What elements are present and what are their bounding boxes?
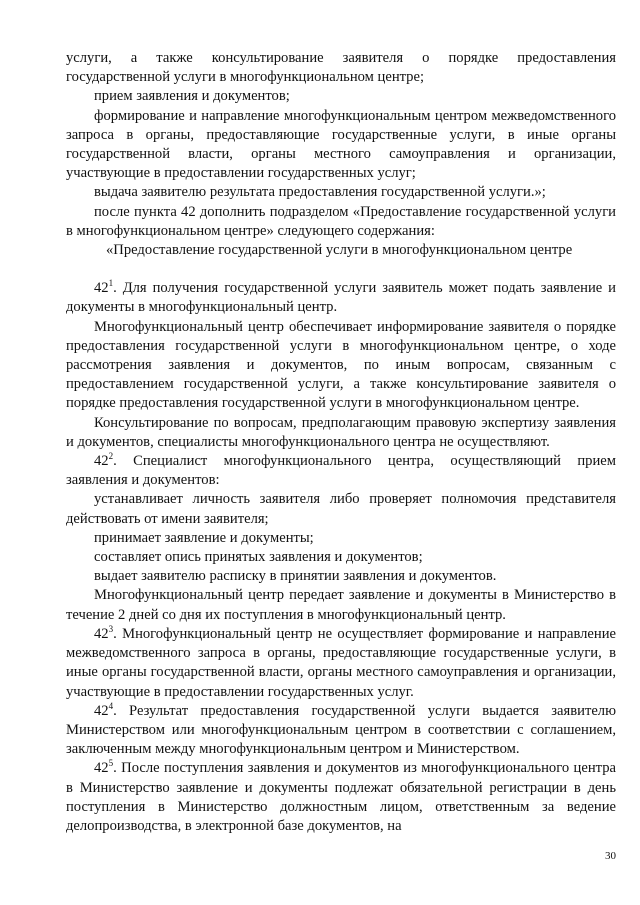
clause-42-2 [66,452,616,490]
paragraph: выдает заявителю расписку в принятии заявления и документов. [94,568,497,585]
clause-text: . Результат предоставления государственной услуги выдается заявителю Министерством или многофункциональным центром в соответствии с соглашением, заключенным между многофункциональным центром и Министерством. [66,702,616,758]
paragraph: формирование и направление многофункциональным центром межведомственного запроса в органы, предоставляющие государственные услуги, в иные органы государственной власти, органы местного самоуправления и организации, участвующие в предоставлении государственных услуг; [66,107,616,182]
clause-42-1 [66,279,616,317]
clause-42-3 [66,625,616,702]
paragraph: Многофункциональный центр обеспечивает информирование заявителя о порядке предоставления государственной услуги в многофункциональном центре, о ходе рассмотрения заявления и документов, по иным вопросам, связанным с предоставлением государственной услуги, а также консультирование заявителя о порядке предоставления государственной услуги в многофункциональном центре. [66,318,616,412]
paragraph: выдача заявителю результата предоставления государственной услуги.»; [94,184,546,201]
paragraph: услуги, а также консультирование заявителя о порядке предоставления государственной услуги в многофункциональном центре; [66,50,616,86]
paragraph: прием заявления и документов; [94,88,290,105]
clause-superscript: 5 [108,758,114,769]
clause-number: 42 [94,453,109,470]
clause-superscript: 2 [108,451,114,462]
clause-superscript: 1 [108,278,114,289]
blank-line [66,260,616,279]
clause-number: 42 [94,280,109,297]
clause-42-4 [66,702,616,760]
page-number: 30 [605,850,616,862]
clause-42-5 [66,759,616,836]
clause-text: . После поступления заявления и документов из многофункционального центра в Министерство заявление и документы подлежат обязательной регистрации в день поступления в Министерство должностным лицом, ответственным за ведение делопроизводства, в электронной базе документов, на [66,760,616,834]
clause-text: . Для получения государственной услуги заявитель может подать заявление и документы в многофункциональный центр. [66,280,616,316]
clause-text: . Специалист многофункционального центра, осуществляющий прием заявления и документов: [66,453,616,489]
paragraph: принимает заявление и документы; [94,529,314,546]
clause-number: 42 [94,702,109,719]
paragraph: Многофункциональный центр передает заявление и документы в Министерство в течение 2 дней со дня их поступления в многофункциональный центр. [66,587,616,623]
clause-number: 42 [94,760,109,777]
paragraph: составляет опись принятых заявления и документов; [94,549,423,566]
clause-text: . Многофункциональный центр не осуществляет формирование и направление межведомственного запроса в органы, предоставляющие государственные услуги, в иные органы государственной власти, органы местного самоуправления и организации, участвующие в предоставлении государственных услуг. [66,625,616,700]
section-heading: «Предоставление государственной услуги в многофункциональном центре [106,242,573,259]
clause-superscript: 4 [108,700,114,711]
clause-number: 42 [94,625,109,642]
paragraph: Консультирование по вопросам, предполагающим правовую экспертизу заявления и документов, специалисты многофункционального центра не осуществляют. [66,414,616,450]
paragraph: устанавливает личность заявителя либо проверяет полномочия представителя действовать от имени заявителя; [66,491,616,527]
paragraph: после пункта 42 дополнить подразделом «Предоставление государственной услуги в многофункциональном центре» следующего содержания: [66,203,616,239]
clause-superscript: 3 [108,623,114,634]
